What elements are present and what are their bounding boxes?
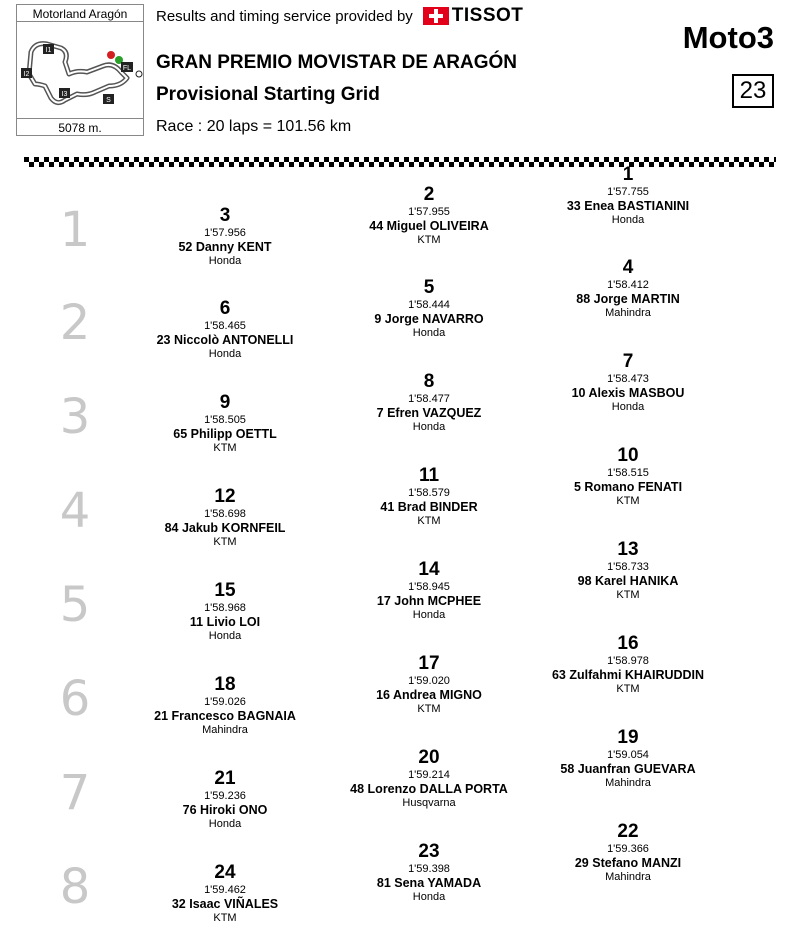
grid-row-number: 8 bbox=[59, 859, 91, 915]
rider-name: 23 Niccolò ANTONELLI bbox=[156, 333, 294, 348]
lap-time: 1'59.214 bbox=[408, 769, 450, 782]
lap-time: 1'59.398 bbox=[408, 863, 450, 876]
grid-row-number: 3 bbox=[59, 389, 91, 445]
grid-position: 20 bbox=[418, 747, 440, 768]
grid-position: 18 bbox=[214, 674, 236, 695]
rider-name: 11 Livio LOI bbox=[189, 615, 261, 630]
grid-row-number: 5 bbox=[59, 577, 91, 633]
rider-card bbox=[523, 164, 733, 227]
lap-time: 1'59.020 bbox=[408, 675, 450, 688]
team-name: KTM bbox=[616, 683, 640, 696]
lap-time: 1'58.698 bbox=[204, 508, 246, 521]
rider-card bbox=[120, 392, 330, 455]
rider-name: 10 Alexis MASBOU bbox=[571, 386, 685, 401]
rider-card bbox=[120, 298, 330, 361]
lap-time: 1'59.236 bbox=[204, 790, 246, 803]
rider-card bbox=[523, 351, 733, 414]
rider-name: 5 Romano FENATI bbox=[573, 480, 683, 495]
rider-card bbox=[120, 862, 330, 925]
rider-name: 21 Francesco BAGNAIA bbox=[154, 709, 296, 724]
grid-row-number: 2 bbox=[59, 295, 91, 351]
rider-name: 16 Andrea MIGNO bbox=[376, 688, 482, 703]
rider-name: 65 Philipp OETTL bbox=[173, 427, 277, 442]
rider-card bbox=[324, 841, 534, 904]
map-label-i2: I2 bbox=[23, 71, 30, 78]
team-name: Husqvarna bbox=[402, 797, 456, 810]
grid-position: 9 bbox=[219, 392, 231, 413]
map-label-fl: FL bbox=[122, 65, 132, 72]
grid-row-number: 7 bbox=[59, 765, 91, 821]
grid-position: 5 bbox=[423, 277, 435, 298]
lap-time: 1'58.579 bbox=[408, 487, 450, 500]
class-name: Moto3 bbox=[682, 20, 774, 55]
lap-time: 1'58.945 bbox=[408, 581, 450, 594]
tissot-logo bbox=[423, 5, 524, 27]
race-info: Race : 20 laps = 101.56 km bbox=[156, 118, 352, 135]
page-number: 23 bbox=[732, 74, 774, 108]
grid-position: 1 bbox=[622, 164, 634, 185]
team-name: KTM bbox=[417, 515, 441, 528]
rider-name: 33 Enea BASTIANINI bbox=[566, 199, 690, 214]
lap-time: 1'57.955 bbox=[408, 206, 450, 219]
grid-position: 12 bbox=[214, 486, 236, 507]
grid-position: 15 bbox=[214, 580, 236, 601]
grid-position: 8 bbox=[423, 371, 435, 392]
team-name: Honda bbox=[412, 327, 446, 340]
lap-time: 1'58.477 bbox=[408, 393, 450, 406]
grid-position: 24 bbox=[214, 862, 236, 883]
grid-position: 3 bbox=[219, 205, 231, 226]
lap-time: 1'59.026 bbox=[204, 696, 246, 709]
grid-position: 4 bbox=[622, 257, 634, 278]
grid-position: 14 bbox=[418, 559, 440, 580]
team-name: KTM bbox=[417, 234, 441, 247]
team-name: KTM bbox=[213, 442, 237, 455]
team-name: Honda bbox=[208, 818, 242, 831]
rider-card bbox=[523, 821, 733, 884]
document-title: Provisional Starting Grid bbox=[156, 84, 380, 105]
lap-time: 1'57.956 bbox=[204, 227, 246, 240]
rider-card bbox=[324, 371, 534, 434]
team-name: KTM bbox=[417, 703, 441, 716]
rider-name: 9 Jorge NAVARRO bbox=[374, 312, 484, 327]
grid-position: 11 bbox=[418, 465, 440, 486]
team-name: Honda bbox=[208, 255, 242, 268]
lap-time: 1'57.755 bbox=[607, 186, 649, 199]
provider-line bbox=[156, 5, 523, 27]
rider-name: 88 Jorge MARTIN bbox=[576, 292, 680, 307]
rider-name: 48 Lorenzo DALLA PORTA bbox=[350, 782, 508, 797]
map-label-i1: I1 bbox=[45, 47, 52, 54]
tissot-cross-icon bbox=[423, 7, 449, 25]
team-name: KTM bbox=[616, 589, 640, 602]
map-label-i3: I3 bbox=[61, 91, 68, 98]
team-name: Mahindra bbox=[605, 307, 651, 320]
tissot-brand: TISSOT bbox=[451, 5, 524, 26]
lap-time: 1'58.465 bbox=[204, 320, 246, 333]
rider-card bbox=[324, 653, 534, 716]
rider-card bbox=[523, 633, 733, 696]
lap-time: 1'59.462 bbox=[204, 884, 246, 897]
rider-name: 44 Miguel OLIVEIRA bbox=[369, 219, 489, 234]
track-length: 5078 m. bbox=[16, 118, 144, 136]
grid-position: 16 bbox=[617, 633, 639, 654]
rider-card bbox=[324, 465, 534, 528]
lap-time: 1'58.733 bbox=[607, 561, 649, 574]
grid-position: 19 bbox=[617, 727, 639, 748]
grid-row-number: 4 bbox=[59, 483, 91, 539]
rider-card bbox=[324, 184, 534, 247]
team-name: Honda bbox=[208, 630, 242, 643]
grid-position: 23 bbox=[418, 841, 440, 862]
rider-name: 63 Zulfahmi KHAIRUDDIN bbox=[551, 668, 705, 683]
grid-position: 21 bbox=[214, 768, 236, 789]
lap-time: 1'58.473 bbox=[607, 373, 649, 386]
rider-card bbox=[324, 559, 534, 622]
grid-position: 22 bbox=[617, 821, 639, 842]
rider-name: 7 Efren VAZQUEZ bbox=[376, 406, 482, 421]
rider-name: 76 Hiroki ONO bbox=[182, 803, 268, 818]
team-name: Mahindra bbox=[605, 777, 651, 790]
team-name: KTM bbox=[213, 536, 237, 549]
rider-name: 81 Sena YAMADA bbox=[376, 876, 482, 891]
rider-name: 98 Karel HANIKA bbox=[577, 574, 679, 589]
rider-name: 29 Stefano MANZI bbox=[574, 856, 682, 871]
rider-card bbox=[120, 580, 330, 643]
rider-card bbox=[120, 674, 330, 737]
team-name: Mahindra bbox=[605, 871, 651, 884]
circuit-map-icon bbox=[17, 22, 143, 118]
lap-time: 1'58.978 bbox=[607, 655, 649, 668]
rider-card bbox=[324, 277, 534, 340]
rider-name: 52 Danny KENT bbox=[178, 240, 272, 255]
grid-position: 10 bbox=[617, 445, 639, 466]
rider-card bbox=[523, 257, 733, 320]
lap-time: 1'58.515 bbox=[607, 467, 649, 480]
track-map bbox=[16, 22, 144, 118]
team-name: KTM bbox=[213, 912, 237, 925]
grid-position: 7 bbox=[622, 351, 634, 372]
lap-time: 1'58.968 bbox=[204, 602, 246, 615]
grid-row-number: 6 bbox=[59, 671, 91, 727]
rider-card bbox=[523, 445, 733, 508]
team-name: Honda bbox=[412, 609, 446, 622]
lap-time: 1'59.366 bbox=[607, 843, 649, 856]
rider-card bbox=[523, 539, 733, 602]
lap-time: 1'58.444 bbox=[408, 299, 450, 312]
rider-card bbox=[120, 205, 330, 268]
grid-position: 6 bbox=[219, 298, 231, 319]
team-name: Honda bbox=[611, 214, 645, 227]
rider-card bbox=[523, 727, 733, 790]
team-name: KTM bbox=[616, 495, 640, 508]
team-name: Honda bbox=[208, 348, 242, 361]
track-name: Motorland Aragón bbox=[16, 4, 144, 22]
rider-card bbox=[120, 768, 330, 831]
checkered-flag-divider bbox=[24, 154, 776, 164]
rider-card bbox=[120, 486, 330, 549]
rider-name: 58 Juanfran GUEVARA bbox=[560, 762, 696, 777]
grid-row-number: 1 bbox=[59, 202, 91, 258]
team-name: Mahindra bbox=[202, 724, 248, 737]
rider-name: 17 John MCPHEE bbox=[376, 594, 482, 609]
rider-name: 32 Isaac VIÑALES bbox=[171, 897, 279, 912]
team-name: Honda bbox=[412, 421, 446, 434]
provider-text: Results and timing service provided by bbox=[156, 7, 413, 25]
grid-position: 13 bbox=[617, 539, 639, 560]
event-title: GRAN PREMIO MOVISTAR DE ARAGÓN bbox=[156, 52, 518, 73]
map-label-s: S bbox=[106, 97, 111, 104]
team-name: Honda bbox=[412, 891, 446, 904]
rider-name: 41 Brad BINDER bbox=[380, 500, 478, 515]
rider-card bbox=[324, 747, 534, 810]
grid-position: 2 bbox=[423, 184, 435, 205]
grid-position: 17 bbox=[418, 653, 440, 674]
team-name: Honda bbox=[611, 401, 645, 414]
lap-time: 1'58.412 bbox=[607, 279, 649, 292]
lap-time: 1'58.505 bbox=[204, 414, 246, 427]
rider-name: 84 Jakub KORNFEIL bbox=[164, 521, 286, 536]
lap-time: 1'59.054 bbox=[607, 749, 649, 762]
